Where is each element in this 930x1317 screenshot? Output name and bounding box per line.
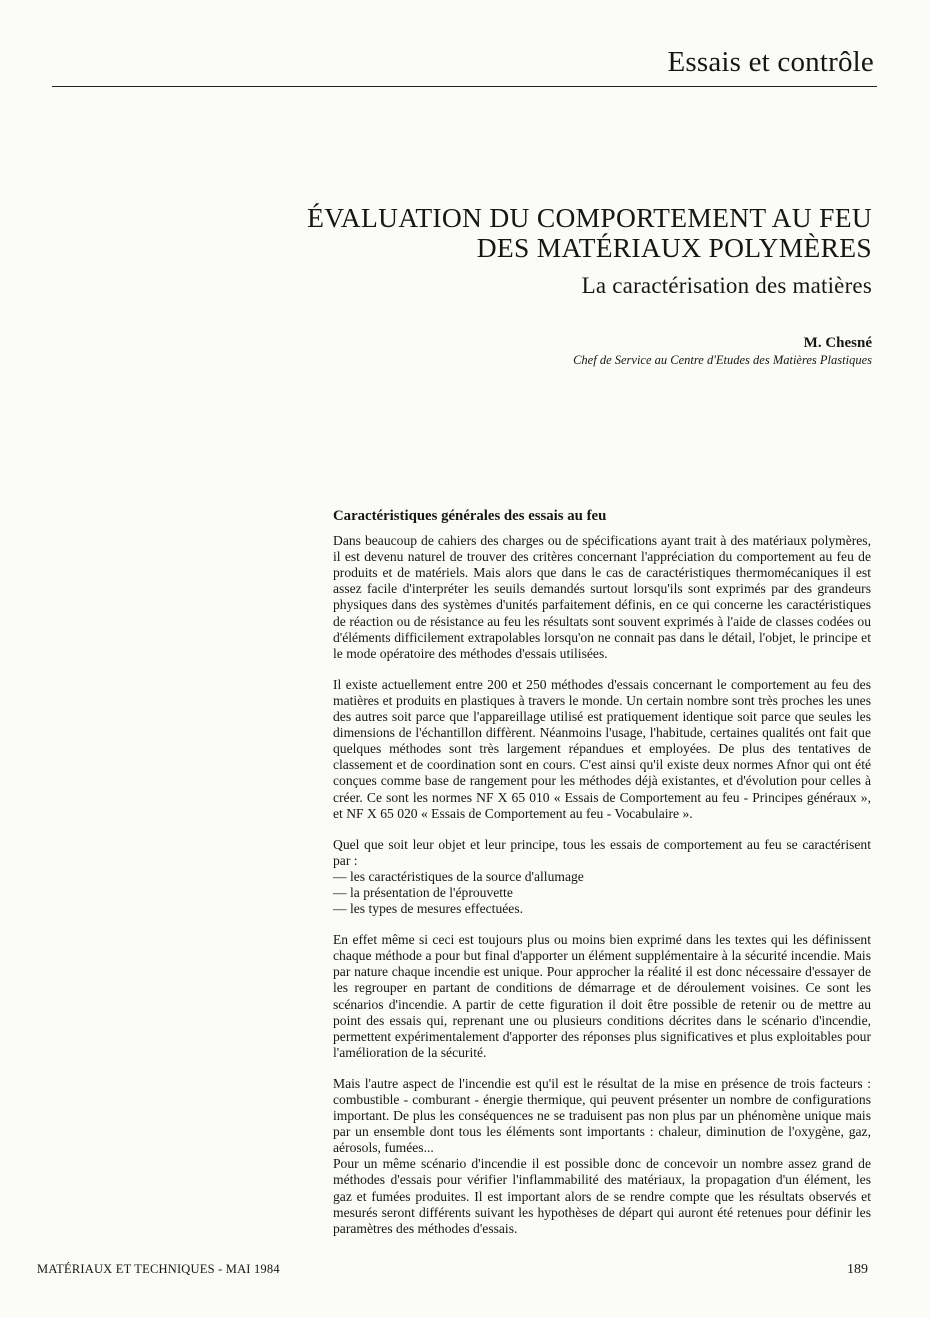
list-item: — les caractéristiques de la source d'allumage: [333, 869, 871, 885]
article-title-line1: ÉVALUATION DU COMPORTEMENT AU FEU: [307, 202, 872, 233]
page-footer: [0, 1262, 930, 1284]
journal-reference: MATÉRIAUX ET TECHNIQUES - MAI 1984: [37, 1262, 280, 1276]
article-title: [307, 203, 872, 263]
paragraph-6: Pour un même scénario d'incendie il est possible donc de concevoir un nombre assez grand de méthodes d'essais pour vérifier l'inflammabilité des matériaux, la propagation d'un élément, les gaz et fumées produites. Il est important alors de se rendre compte que les résultats observés et mesurés seront différents suivant les hypothèses de départ qui auront été retenues pour définir les paramètres des méthodes d'essais.: [333, 1156, 871, 1236]
author-affiliation: Chef de Service au Centre d'Etudes des Matières Plastiques: [573, 353, 872, 367]
header-rule: [52, 86, 877, 87]
body-column: [333, 508, 871, 1237]
paragraph-1: Dans beaucoup de cahiers des charges ou de spécifications ayant trait à des matériaux polymères, il est devenu naturel de trouver des critères concernant l'appréciation du comportement au feu de produits et de matériels. Mais alors que dans le cas de caractéristiques thermomécaniques il est assez facile d'interpréter les seuils demandés surtout lorsqu'ils sont exprimés par des grandeurs physiques dans des systèmes d'unités parfaitement définis, en ce qui concerne les caractéristiques de réaction ou de résistance au feu les résultats sont souvent exprimés à l'aide de classes codées ou d'éléments difficilement extrapolables lorsqu'on ne connait pas dans le détail, l'objet, le principe et le mode opératoire des méthodes d'essais utilisées.: [333, 533, 871, 661]
section-header: [0, 40, 930, 90]
section-heading: Caractéristiques générales des essais au feu: [333, 508, 607, 524]
author-block: [573, 334, 872, 368]
author-name: M. Chesné: [803, 335, 872, 351]
section-title: Essais et contrôle: [667, 46, 874, 78]
list-item: — la présentation de l'éprouvette: [333, 885, 871, 901]
article-title-line2: DES MATÉRIAUX POLYMÈRES: [476, 232, 872, 263]
page-number: 189: [847, 1262, 868, 1277]
article-title-block: [307, 203, 872, 301]
paragraph-2: Il existe actuellement entre 200 et 250 méthodes d'essais concernant le comportement au feu des matières et produits en plastiques à travers le monde. Un certain nombre sont très proches les unes des autres soit parce que l'appareillage utilisé est pratiquement identique soit parce que seules les dimensions de l'échantillon diffèrent. Néanmoins l'usage, l'habitude, certaines qualités ont fait que quelques méthodes sont très largement répandues et employées. De plus des tentatives de classement et de coordination sont en cours. C'est ainsi qu'il existe deux normes Afnor qui ont été conçues comme base de rangement pour les méthodes déjà existantes, et d'évolution pour celles à créer. Ce sont les normes NF X 65 010 « Essais de Comportement au feu - Principes généraux », et NF X 65 020 « Essais de Comportement au feu - Vocabulaire ».: [333, 676, 871, 821]
list-item: — les types de mesures effectuées.: [333, 901, 871, 917]
paragraph-4: En effet même si ceci est toujours plus ou moins bien exprimé dans les textes qui les définissent chaque méthode a pour but final d'apporter un élément supplémentaire à la sécurité incendie. Mais par nature chaque incendie est unique. Pour approcher la réalité il est donc nécessaire d'essayer de les regrouper en partant de conditions de démarrage et de déroulement voisines. Ce sont les scénarios d'incendie. A partir de cette figuration il doit être possible de retenir ou de mettre au point des essais qui, reprenant une ou plusieurs conditions décrites dans le scénario d'incendie, permettent expérimentalement d'apporter des réponses plus significatives et plus exploitables pour l'amélioration de la sécurité.: [333, 932, 871, 1060]
paragraph-3-intro: Quel que soit leur objet et leur principe, tous les essais de comportement au feu se caractérisent par :: [333, 836, 871, 868]
characteristics-list: [333, 869, 871, 917]
paragraph-5: Mais l'autre aspect de l'incendie est qu'il est le résultat de la mise en présence de trois facteurs : combustible - comburant - énergie thermique, qui peuvent présenter un nombre de configurations important. De plus les conséquences ne se traduisent pas non plus par un phénomène unique mais par un ensemble dont tous les éléments sont importants : chaleur, diminution de l'oxygène, gaz, aérosols, fumées...: [333, 1075, 871, 1156]
article-subtitle: La caractérisation des matières: [581, 273, 872, 298]
